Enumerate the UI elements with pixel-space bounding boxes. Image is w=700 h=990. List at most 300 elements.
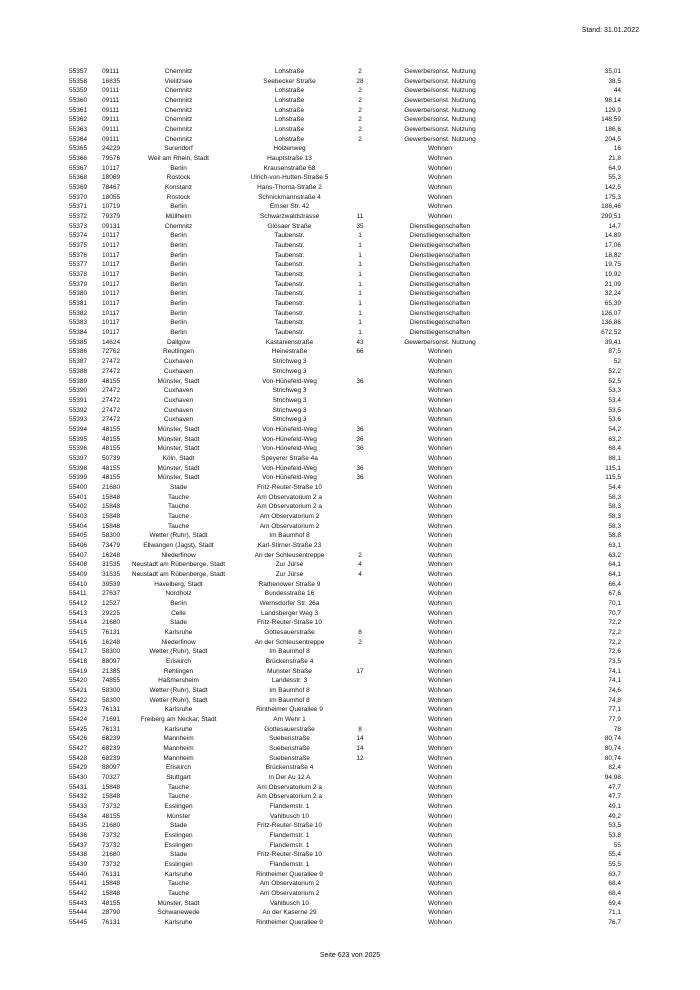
row-number-cell: 55384	[69, 329, 88, 337]
usage-type-cell: Wohnen	[427, 522, 453, 530]
table-row	[65, 551, 635, 561]
city-cell: Mannheim	[163, 735, 194, 743]
house-number-cell: 1	[358, 242, 362, 250]
postal-code-cell: 48155	[102, 474, 121, 482]
usage-type-cell: Wohnen	[427, 822, 453, 830]
street-cell: Strichweg 3	[272, 358, 307, 366]
postal-code-cell: 14624	[102, 338, 121, 346]
usage-type-cell: Dienstliegenschaften	[409, 329, 471, 337]
city-cell: Stade	[170, 851, 187, 859]
postal-code-cell: 09111	[102, 116, 120, 124]
house-number-cell: 2	[358, 126, 362, 134]
row-number-cell: 55365	[69, 145, 88, 153]
table-row	[65, 154, 635, 164]
street-cell: Rintheimer Querallee 9	[256, 919, 323, 927]
row-number-cell: 55370	[69, 193, 88, 201]
table-row	[65, 367, 635, 377]
house-number-cell: 36	[356, 435, 364, 443]
street-cell: Strichweg 3	[272, 396, 307, 404]
city-cell: Schwanewede	[157, 909, 200, 917]
value-cell: 82,4	[608, 764, 621, 772]
postal-code-cell: 76131	[102, 725, 121, 733]
street-cell: Taubenstr.	[274, 242, 305, 250]
usage-type-cell: Wohnen	[427, 435, 453, 443]
usage-type-cell: Wohnen	[427, 890, 453, 898]
street-cell: Landesstr. 3	[271, 677, 308, 685]
postal-code-cell: 21680	[102, 822, 121, 830]
value-cell: 66,4	[608, 580, 621, 588]
row-number-cell: 55427	[69, 745, 88, 753]
table-row	[65, 725, 635, 735]
usage-type-cell: Wohnen	[427, 861, 453, 869]
postal-code-cell: 76131	[102, 870, 121, 878]
row-number-cell: 55358	[69, 77, 88, 85]
city-cell: Eriskirch	[166, 657, 191, 665]
postal-code-cell: 16248	[102, 551, 121, 559]
value-cell: 53,3	[608, 387, 621, 395]
postal-code-cell: 39539	[102, 580, 121, 588]
row-number-cell: 55434	[69, 812, 88, 820]
street-cell: Am Wehr 1	[273, 716, 306, 724]
street-cell: Taubenstr.	[274, 290, 305, 298]
row-number-cell: 55444	[69, 909, 88, 917]
row-number-cell: 55398	[69, 464, 88, 472]
row-number-cell: 55383	[69, 319, 88, 327]
street-cell: Von-Hünefeld-Weg	[262, 425, 317, 433]
usage-type-cell: Wohnen	[427, 193, 453, 201]
city-cell: Celle	[171, 609, 186, 617]
usage-type-cell: Wohnen	[427, 590, 453, 598]
value-cell: 77,1	[608, 706, 621, 714]
row-number-cell: 55397	[69, 454, 88, 462]
table-row	[65, 231, 635, 241]
value-cell: 19,75	[604, 261, 621, 269]
city-cell: Neustadt am Rübenberge, Stadt	[131, 570, 226, 578]
street-cell: Lohstraße	[274, 135, 305, 143]
row-number-cell: 55395	[69, 435, 88, 443]
street-cell: Von-Hünefeld-Weg	[262, 474, 317, 482]
postal-code-cell: 09111	[102, 126, 120, 134]
postal-code-cell: 15848	[102, 522, 121, 530]
value-cell: 53,5	[608, 822, 621, 830]
usage-type-cell: Wohnen	[427, 764, 453, 772]
table-row	[65, 67, 635, 77]
city-cell: Tauche	[168, 503, 189, 511]
postal-code-cell: 27472	[102, 416, 121, 424]
postal-code-cell: 10117	[102, 309, 120, 317]
row-number-cell: 55362	[69, 116, 88, 124]
row-number-cell: 55419	[69, 667, 88, 675]
usage-type-cell: Wohnen	[427, 667, 453, 675]
value-cell: 58,3	[608, 503, 621, 511]
street-cell: Strichweg 3	[272, 406, 307, 414]
row-number-cell: 55359	[69, 87, 88, 95]
street-cell: Hauptstraße 13	[267, 155, 312, 163]
city-cell: Karlsruhe	[164, 628, 193, 636]
postal-code-cell: 73479	[102, 541, 121, 549]
postal-code-cell: 79379	[102, 213, 121, 221]
house-number-cell: 36	[356, 425, 364, 433]
city-cell: Surendorf	[164, 145, 193, 153]
value-cell: 72,2	[608, 619, 621, 627]
city-cell: Berlin	[170, 280, 187, 288]
usage-type-cell: Wohnen	[427, 735, 453, 743]
usage-type-cell: Wohnen	[427, 416, 453, 424]
table-row	[65, 821, 635, 831]
street-cell: Strichweg 3	[272, 387, 307, 395]
city-cell: Chemnitz	[164, 126, 193, 134]
street-cell: An der Kaserne 29	[262, 909, 317, 917]
house-number-cell: 2	[358, 116, 362, 124]
value-cell: 70,1	[608, 599, 621, 607]
street-cell: Am Observatorium 2	[259, 522, 320, 530]
house-number-cell: 36	[356, 377, 364, 385]
city-cell: Tauche	[168, 512, 189, 520]
table-row	[65, 879, 635, 889]
row-number-cell: 55403	[69, 512, 88, 520]
usage-type-cell: Wohnen	[427, 358, 453, 366]
city-cell: Chemnitz	[164, 222, 193, 230]
street-cell: Am Observatorium 2 a	[256, 493, 323, 501]
street-cell: Fritz-Reuter-Straße 10	[256, 851, 323, 859]
postal-code-cell: 16248	[102, 638, 121, 646]
row-number-cell: 55438	[69, 851, 88, 859]
usage-type-cell: Wohnen	[427, 638, 453, 646]
usage-type-cell: Wohnen	[427, 657, 453, 665]
postal-code-cell: 10117	[102, 271, 120, 279]
city-cell: Karlsruhe	[164, 725, 193, 733]
postal-code-cell: 15848	[102, 512, 121, 520]
value-cell: 142,5	[604, 184, 621, 192]
street-cell: Taubenstr.	[274, 280, 305, 288]
street-cell: Im Baumhof 8	[269, 648, 310, 656]
table-row	[65, 715, 635, 725]
city-cell: Nordholz	[165, 590, 192, 598]
value-cell: 87,5	[608, 348, 621, 356]
postal-code-cell: 48155	[102, 464, 121, 472]
city-cell: Mannheim	[163, 754, 194, 762]
value-cell: 54,4	[608, 483, 621, 491]
row-number-cell: 55413	[69, 609, 88, 617]
usage-type-cell: Wohnen	[427, 541, 453, 549]
postal-code-cell: 76131	[102, 628, 121, 636]
postal-code-cell: 72762	[102, 348, 121, 356]
house-number-cell: 2	[358, 135, 362, 143]
city-cell: Cuxhaven	[163, 396, 194, 404]
city-cell: Mannheim	[163, 745, 194, 753]
usage-type-cell: Wohnen	[427, 503, 453, 511]
row-number-cell: 55385	[69, 338, 88, 346]
stand-date: Stand: 31.01.2022	[581, 27, 639, 34]
city-cell: Berlin	[170, 261, 187, 269]
table-row	[65, 183, 635, 193]
usage-type-cell: Dienstliegenschaften	[409, 280, 471, 288]
house-number-cell: 36	[356, 445, 364, 453]
value-cell: 52	[613, 358, 621, 366]
street-cell: Heinestraße	[271, 348, 308, 356]
row-number-cell: 55376	[69, 251, 88, 259]
row-number-cell: 55441	[69, 880, 88, 888]
row-number-cell: 55379	[69, 280, 88, 288]
row-number-cell: 55394	[69, 425, 88, 433]
value-cell: 53,5	[608, 406, 621, 414]
table-row	[65, 415, 635, 425]
table-row	[65, 86, 635, 96]
table-row	[65, 889, 635, 899]
value-cell: 68,4	[608, 445, 621, 453]
table-row	[65, 589, 635, 599]
usage-type-cell: Gewerbe/sonst. Nutzung	[404, 87, 476, 95]
table-row	[65, 512, 635, 522]
house-number-cell: 17	[356, 667, 364, 675]
value-cell: 21,8	[608, 155, 621, 163]
row-number-cell: 55445	[69, 919, 88, 927]
usage-type-cell: Wohnen	[427, 909, 453, 917]
street-cell: Flandernstr. 1	[269, 832, 310, 840]
row-number-cell: 55408	[69, 561, 88, 569]
value-cell: 52,5	[608, 377, 621, 385]
row-number-cell: 55422	[69, 696, 88, 704]
value-cell: 35,01	[604, 68, 621, 75]
postal-code-cell: 48155	[102, 445, 121, 453]
value-cell: 115,1	[605, 464, 621, 472]
city-cell: Esslingen	[164, 803, 193, 811]
table-row	[65, 531, 635, 541]
city-cell: Ellwangen (Jagst), Stadt	[143, 541, 214, 549]
usage-type-cell: Wohnen	[427, 561, 453, 569]
table-row	[65, 435, 635, 445]
value-cell: 78	[613, 725, 621, 733]
table-row	[65, 570, 635, 580]
street-cell: Lohstraße	[274, 97, 305, 105]
table-row	[65, 686, 635, 696]
usage-type-cell: Wohnen	[427, 570, 453, 578]
value-cell: 64,1	[608, 561, 621, 569]
street-cell: Strichweg 3	[272, 367, 307, 375]
postal-code-cell: 15848	[102, 880, 121, 888]
value-cell: 55,4	[608, 851, 621, 859]
value-cell: 63,7	[608, 870, 621, 878]
street-cell: Im Baumhof 8	[269, 696, 310, 704]
postal-code-cell: 70327	[102, 774, 121, 782]
usage-type-cell: Wohnen	[427, 406, 453, 414]
street-cell: An der Schleusentreppe	[254, 551, 325, 559]
city-cell: Chemnitz	[164, 87, 193, 95]
table-row	[65, 270, 635, 280]
street-cell: Gottesauerstraße	[264, 725, 315, 733]
street-cell: Taubenstr.	[274, 251, 305, 259]
usage-type-cell: Dienstliegenschaften	[409, 290, 471, 298]
city-cell: Karlsruhe	[164, 706, 193, 714]
street-cell: Schwarzwaldstrasse	[259, 213, 320, 221]
row-number-cell: 55420	[69, 677, 88, 685]
street-cell: Gottesauerstraße	[264, 628, 315, 636]
value-cell: 74,6	[608, 687, 621, 694]
street-cell: Von-Hünefeld-Weg	[262, 435, 317, 443]
row-number-cell: 55364	[69, 135, 88, 143]
value-cell: 16	[613, 145, 621, 153]
usage-type-cell: Wohnen	[427, 716, 453, 724]
usage-type-cell: Wohnen	[427, 396, 453, 404]
city-cell: Chemnitz	[164, 106, 193, 114]
street-cell: Glösaer Straße	[267, 222, 312, 230]
postal-code-cell: 10719	[102, 203, 121, 211]
house-number-cell: 8	[358, 628, 362, 636]
value-cell: 55,5	[608, 861, 621, 869]
value-cell: 204,5	[604, 135, 621, 143]
house-number-cell: 1	[358, 280, 362, 288]
usage-type-cell: Gewerbe/sonst. Nutzung	[404, 135, 476, 143]
street-cell: Fritz-Reuter-Straße 10	[256, 483, 323, 491]
usage-type-cell: Wohnen	[427, 803, 453, 811]
table-row	[65, 464, 635, 474]
street-cell: Taubenstr.	[274, 309, 305, 317]
value-cell: 74,1	[608, 677, 621, 685]
table-row	[65, 792, 635, 802]
row-number-cell: 55409	[69, 570, 88, 578]
postal-code-cell: 09131	[102, 222, 121, 230]
table-row	[65, 425, 635, 435]
street-cell: Zur Jürse	[275, 570, 304, 578]
table-row	[65, 609, 635, 619]
postal-code-cell: 27472	[102, 387, 121, 395]
city-cell: Cuxhaven	[163, 387, 194, 395]
value-cell: 136,86	[601, 319, 621, 327]
usage-type-cell: Wohnen	[427, 599, 453, 607]
value-cell: 53,6	[608, 416, 621, 424]
value-cell: 52,2	[608, 367, 621, 375]
usage-type-cell: Wohnen	[427, 841, 453, 849]
row-number-cell: 55375	[69, 242, 88, 250]
postal-code-cell: 68239	[102, 754, 121, 762]
table-row	[65, 522, 635, 532]
usage-type-cell: Wohnen	[427, 919, 453, 927]
house-number-cell: 1	[358, 319, 362, 327]
value-cell: 77,9	[608, 716, 621, 724]
row-number-cell: 55410	[69, 580, 88, 588]
postal-code-cell: 50739	[102, 454, 121, 462]
postal-code-cell: 73732	[102, 841, 121, 849]
postal-code-cell: 15848	[102, 503, 121, 511]
street-cell: Flandernstr. 1	[269, 803, 310, 811]
postal-code-cell: 10117	[102, 232, 120, 240]
table-row	[65, 260, 635, 270]
table-row	[65, 454, 635, 464]
row-number-cell: 55412	[69, 599, 88, 607]
usage-type-cell: Dienstliegenschaften	[409, 271, 471, 279]
value-cell: 129,9	[604, 106, 621, 114]
postal-code-cell: 76131	[102, 919, 121, 927]
usage-type-cell: Gewerbe/sonst. Nutzung	[404, 77, 476, 85]
city-cell: Wetter (Ruhr), Stadt	[149, 648, 208, 656]
row-number-cell: 55432	[69, 793, 88, 801]
value-cell: 299,51	[601, 213, 621, 221]
city-cell: Chemnitz	[164, 68, 193, 75]
usage-type-cell: Wohnen	[427, 425, 453, 433]
city-cell: Esslingen	[164, 832, 193, 840]
table-row	[65, 396, 635, 406]
city-cell: Berlin	[170, 290, 187, 298]
house-number-cell: 1	[358, 329, 362, 337]
city-cell: Niederfinow	[161, 551, 196, 559]
postal-code-cell: 09111	[102, 106, 120, 114]
house-number-cell: 14	[356, 745, 364, 753]
house-number-cell: 36	[356, 474, 364, 482]
street-cell: Am Observatorium 2 a	[256, 793, 323, 801]
postal-code-cell: 10117	[102, 164, 120, 172]
row-number-cell: 55430	[69, 774, 88, 782]
row-number-cell: 55418	[69, 657, 88, 665]
house-number-cell: 8	[358, 725, 362, 733]
row-number-cell: 55439	[69, 861, 88, 869]
row-number-cell: 55423	[69, 706, 88, 714]
table-row	[65, 647, 635, 657]
usage-type-cell: Wohnen	[427, 754, 453, 762]
table-row	[65, 309, 635, 319]
postal-code-cell: 09111	[102, 135, 120, 143]
table-row	[65, 164, 635, 174]
house-number-cell: 35	[356, 222, 364, 230]
postal-code-cell: 10117	[102, 329, 120, 337]
usage-type-cell: Gewerbe/sonst. Nutzung	[404, 338, 476, 346]
row-number-cell: 55390	[69, 387, 88, 395]
row-number-cell: 55417	[69, 648, 88, 656]
table-row	[65, 251, 635, 261]
city-cell: Stade	[170, 483, 187, 491]
city-cell: Münster	[166, 812, 191, 820]
table-row	[65, 783, 635, 793]
street-cell: Im Baumhof 8	[269, 687, 310, 694]
value-cell: 80,74	[604, 735, 621, 743]
city-cell: Tauche	[168, 880, 189, 888]
postal-code-cell: 10117	[102, 300, 120, 308]
street-cell: Seebecker Straße	[263, 77, 316, 85]
usage-type-cell: Wohnen	[427, 377, 453, 385]
house-number-cell: 4	[358, 570, 362, 578]
usage-type-cell: Gewerbe/sonst. Nutzung	[404, 106, 476, 114]
city-cell: Berlin	[170, 309, 187, 317]
row-number-cell: 55381	[69, 300, 88, 308]
value-cell: 63,1	[608, 541, 621, 549]
postal-code-cell: 15848	[102, 783, 121, 791]
city-cell: Esslingen	[164, 861, 193, 869]
street-cell: Von-Hünefeld-Weg	[262, 464, 317, 472]
house-number-cell: 43	[356, 338, 364, 346]
postal-code-cell: 76131	[102, 706, 121, 714]
city-cell: Stade	[170, 619, 187, 627]
value-cell: 53,8	[608, 832, 621, 840]
city-cell: Tauche	[168, 522, 189, 530]
table-row	[65, 734, 635, 744]
street-cell: Taubenstr.	[274, 261, 305, 269]
row-number-cell: 55357	[69, 68, 88, 75]
city-cell: Münster, Stadt	[157, 474, 200, 482]
city-cell: Münster, Stadt	[157, 435, 200, 443]
table-row	[65, 125, 635, 135]
table-row	[65, 289, 635, 299]
value-cell: 67,6	[608, 590, 621, 598]
city-cell: Reutlingen	[162, 348, 195, 356]
value-cell: 80,74	[604, 745, 621, 753]
value-cell: 65,39	[604, 300, 621, 308]
row-number-cell: 55373	[69, 222, 88, 230]
table-row	[65, 280, 635, 290]
row-number-cell: 55411	[69, 590, 87, 598]
table-row	[65, 377, 635, 387]
street-cell: Lohstraße	[274, 87, 305, 95]
row-number-cell: 55436	[69, 832, 88, 840]
usage-type-cell: Gewerbe/sonst. Nutzung	[404, 68, 476, 75]
